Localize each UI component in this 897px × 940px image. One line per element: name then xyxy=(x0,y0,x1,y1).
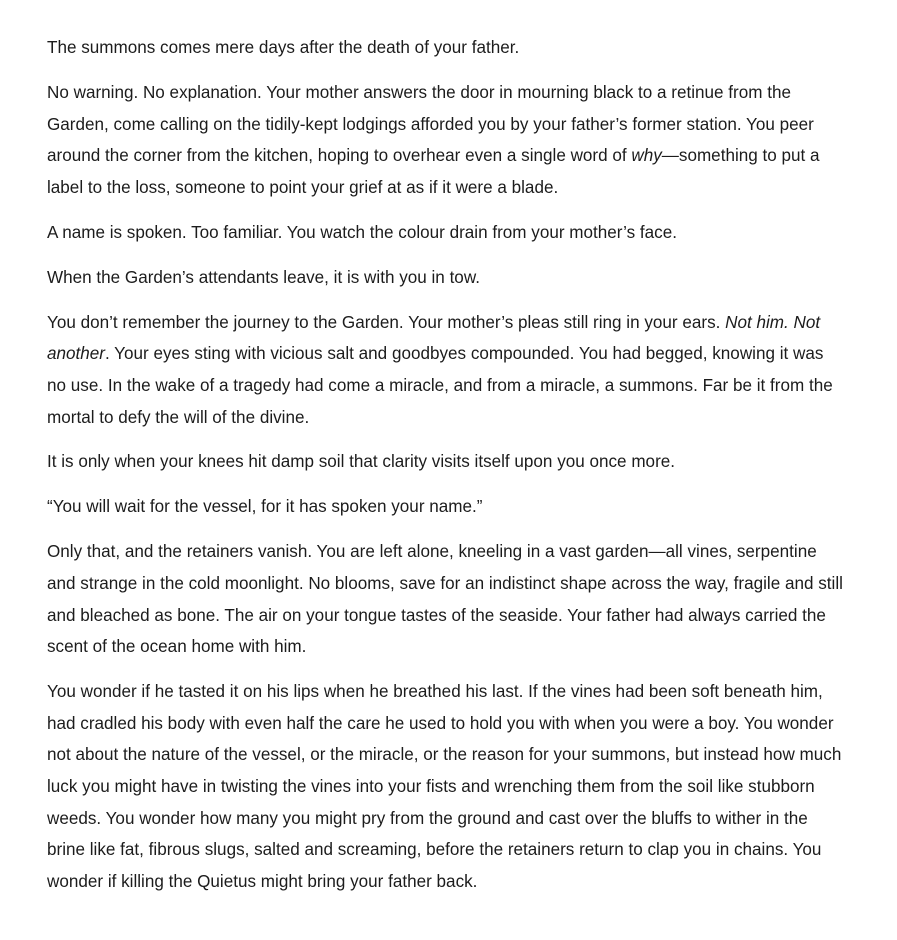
emphasized-text: Not him. Not another xyxy=(47,312,821,364)
text-segment: A name is spoken. Too familiar. You watch the colour drain from your mother’s face. xyxy=(47,222,677,242)
text-segment: —something to put a label to the loss, someone to point your grief at as if it were a blade. xyxy=(47,146,820,197)
paragraph-wonder xyxy=(47,676,847,897)
paragraph-no-warning xyxy=(47,77,847,203)
text-segment: Only that, and the retainers vanish. You are left alone, kneeling in a vast garden—all vines, serpentine and strange in the cold moonlight. No blooms, save for an indistinct shape across the way, fragile and still and bleached as bone. The air on your tongue tastes of the seaside. Your father had always carried the scent of the ocean home with him. xyxy=(47,542,843,657)
paragraph-retainers-vanish xyxy=(47,536,847,662)
story-text xyxy=(47,32,847,911)
paragraph-wait-for-vessel xyxy=(47,491,847,523)
paragraph-name-spoken xyxy=(47,217,847,249)
paragraph-journey xyxy=(47,307,847,433)
text-segment: It is only when your knees hit damp soil that clarity visits itself upon you once more. xyxy=(47,452,676,472)
text-segment: You don’t remember the journey to the Garden. Your mother’s pleas still ring in your ears. xyxy=(47,312,726,332)
text-segment: No warning. No explanation. Your mother answers the door in mourning black to a retinue from the Garden, come calling on the tidily-kept lodgings afforded you by your father’s former station. You peer around the corner from the kitchen, hoping to overhear even a single word of xyxy=(47,82,814,166)
text-segment: The summons comes mere days after the death of your father. xyxy=(47,38,520,57)
text-segment: You wonder if he tasted it on his lips when he breathed his last. If the vines had been soft beneath him, had cradled his body with even half the care he used to hold you with when you were a boy. You wonder not about the nature of the vessel, or the miracle, or the reason for your summons, but instead how much luck you might have in twisting the vines into your fists and wrenching them from the soil like stubborn weeds. You wonder how many you might pry from the ground and cast over the bluffs to wither in the brine like fat, fibrous slugs, salted and screaming, before the retainers return to clap you in chains. You wonder if killing the Quietus might bring your father back. xyxy=(47,682,842,891)
paragraph-attendants-leave xyxy=(47,262,847,294)
paragraph-summons xyxy=(47,32,847,64)
paragraph-damp-soil xyxy=(47,446,847,478)
emphasized-text: why xyxy=(631,146,662,166)
text-segment: “You will wait for the vessel, for it has spoken your name.” xyxy=(47,497,483,517)
text-segment: When the Garden’s attendants leave, it is with you in tow. xyxy=(47,267,480,287)
text-segment: . Your eyes sting with vicious salt and goodbyes compounded. You had begged, knowing it was no use. In the wake of a tragedy had come a miracle, and from a miracle, a summons. Far be it from the mortal to defy the will of the divine. xyxy=(47,344,833,427)
